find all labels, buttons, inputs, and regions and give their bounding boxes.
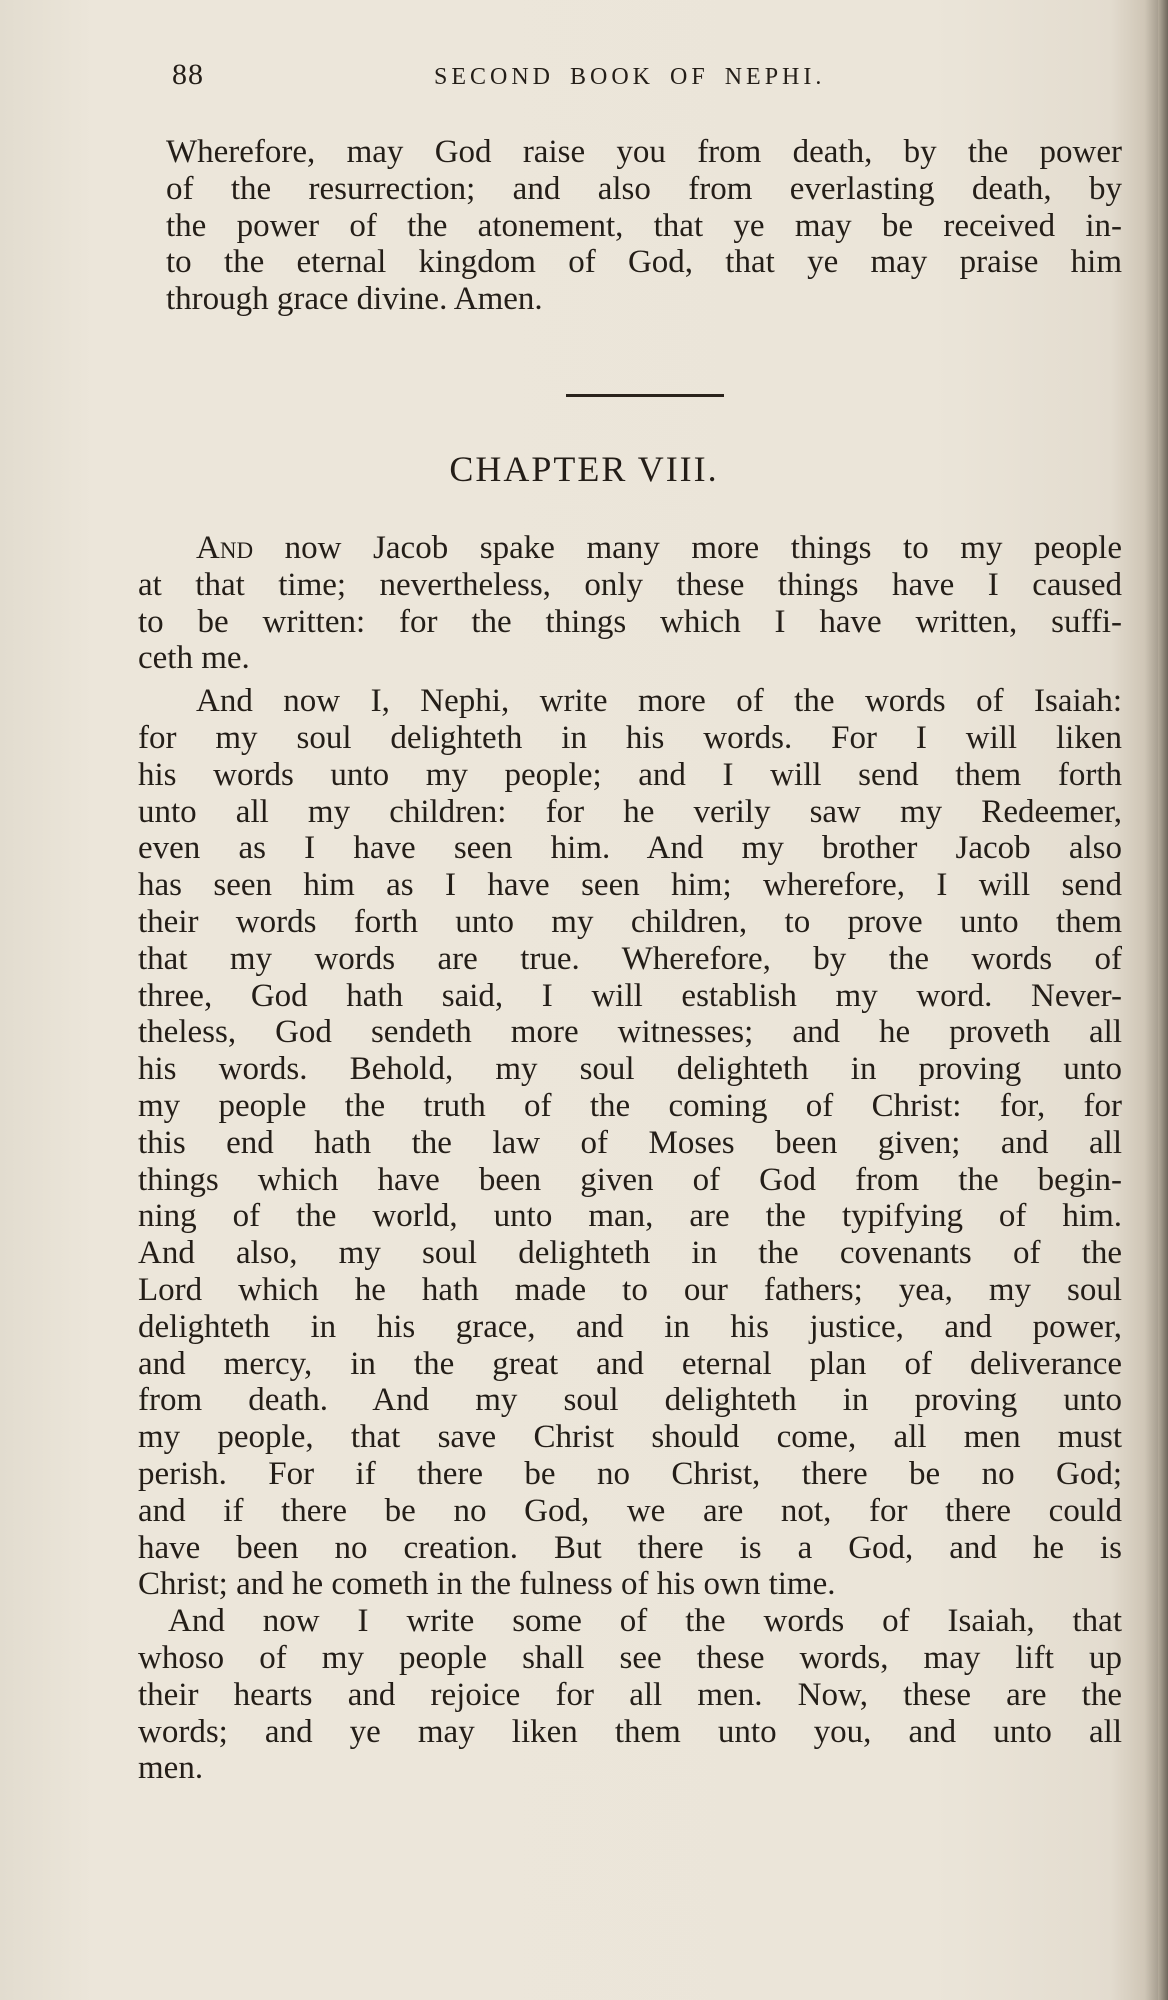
text-line: their hearts and rejoice for all men. Now, these are the	[138, 1676, 1122, 1713]
text-line: ning of the world, unto man, are the typifying of him.	[138, 1198, 1122, 1235]
text-line: delighteth in his grace, and in his justice, and power,	[138, 1308, 1122, 1345]
text-line: his words unto my people; and I will send them forth	[138, 756, 1122, 793]
text-line: to the eternal kingdom of God, that ye may praise him	[166, 244, 1122, 281]
text-line: from death. And my soul delighteth in proving unto	[138, 1382, 1122, 1419]
text-line: Wherefore, may God raise you from death, by the power	[166, 134, 1122, 170]
text-line: And now I write some of the words of Isaiah, that	[168, 1603, 1122, 1640]
text-line: this end hath the law of Moses been given; and all	[138, 1124, 1122, 1161]
text-line: unto all my children: for he verily saw my Redeemer,	[138, 793, 1122, 830]
text-line: ceth me.	[138, 640, 250, 677]
text-line: even as I have seen him. And my brother Jacob also	[138, 830, 1122, 867]
running-title: SECOND BOOK OF NEPHI.	[434, 64, 826, 90]
page-header	[172, 58, 1112, 98]
text-line: And now I, Nephi, write more of the words of Isaiah:	[196, 683, 1122, 720]
text-line-rest: now Jacob spake many more things to my people	[253, 530, 1122, 566]
text-line: three, God hath said, I will establish my word. Never-	[138, 977, 1122, 1014]
closing-paragraph	[166, 134, 1122, 318]
text-line: their words forth unto my children, to prove unto them	[138, 903, 1122, 940]
text-line: perish. For if there be no Christ, there be no God;	[138, 1455, 1122, 1492]
text-line: to be written: for the things which I have written, suffi-	[138, 603, 1122, 640]
text-line: his words. Behold, my soul delighteth in proving unto	[138, 1051, 1122, 1088]
text-line: men.	[138, 1750, 204, 1787]
text-line: through grace divine. Amen.	[166, 281, 543, 318]
chapter-body	[138, 530, 1122, 1787]
section-divider-rule	[566, 394, 724, 397]
text-line: words; and ye may liken them unto you, and unto all	[138, 1713, 1122, 1750]
text-line: Christ; and he cometh in the fulness of his own time.	[138, 1566, 836, 1603]
text-line: the power of the atonement, that ye may be received in-	[166, 207, 1122, 244]
page-number: 88	[172, 58, 204, 91]
text-line: my people the truth of the coming of Christ: for, for	[138, 1087, 1122, 1124]
text-line: for my soul delighteth in his words. For I will liken	[138, 719, 1122, 756]
text-line: at that time; nevertheless, only these things have I caused	[138, 566, 1122, 603]
text-line: and if there be no God, we are not, for there could	[138, 1492, 1122, 1529]
text-line: theless, God sendeth more witnesses; and he proveth all	[138, 1014, 1122, 1051]
text-line: has seen him as I have seen him; wherefore, I will send	[138, 867, 1122, 904]
text-line: that my words are true. Wherefore, by the words of	[138, 940, 1122, 977]
text-line: things which have been given of God from the begin-	[138, 1161, 1122, 1198]
page-edge-shadow	[1158, 0, 1168, 2000]
text-line: my people, that save Christ should come, all men must	[138, 1419, 1122, 1456]
chapter-heading: CHAPTER VIII.	[449, 449, 719, 489]
text-line: of the resurrection; and also from everlasting death, by	[166, 170, 1122, 207]
lead-in-smallcaps: And	[196, 530, 254, 566]
text-line: And also, my soul delighteth in the covenants of the	[138, 1235, 1122, 1272]
text-line: have been no creation. But there is a God, and he is	[138, 1529, 1122, 1566]
text-line	[138, 530, 1122, 567]
paragraph-2	[138, 683, 1122, 1603]
text-line: and mercy, in the great and eternal plan of deliverance	[138, 1345, 1122, 1382]
paragraph-1	[138, 530, 1122, 677]
text-line: Lord which he hath made to our fathers; yea, my soul	[138, 1271, 1122, 1308]
paragraph-3	[138, 1603, 1122, 1787]
text-line: whoso of my people shall see these words, may lift up	[138, 1639, 1122, 1676]
